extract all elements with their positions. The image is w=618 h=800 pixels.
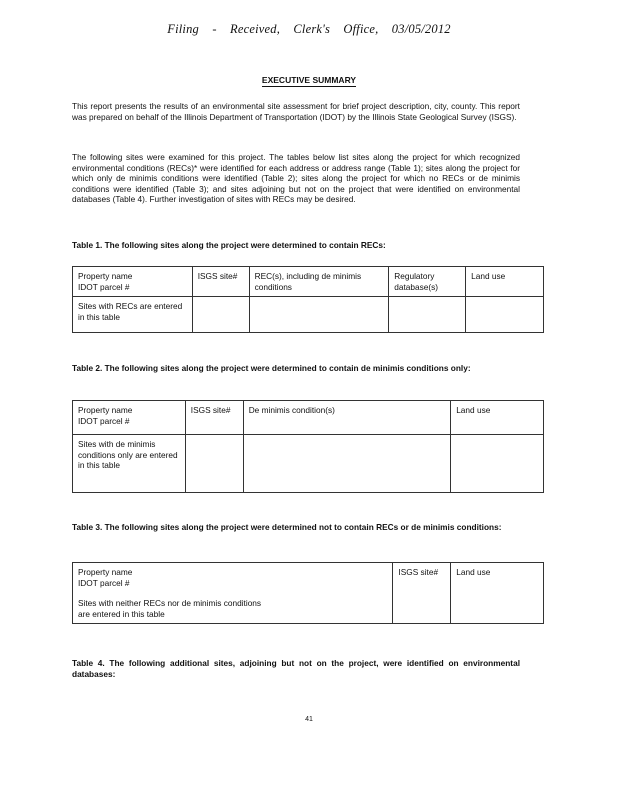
table-cell (185, 435, 243, 493)
table1-header-row (73, 267, 544, 297)
table3-row-note: Sites with neither RECs nor de minimis conditions are entered in this table (78, 598, 262, 619)
table1-row-note: Sites with RECs are entered in this table (73, 297, 193, 333)
page-number: 41 (305, 716, 313, 723)
table3-header-cell: Land use (451, 563, 544, 624)
table-cell (243, 435, 451, 493)
table-cell (466, 297, 544, 333)
executive-summary-title (0, 75, 618, 85)
table-row (73, 435, 544, 493)
table3-header-cell (73, 563, 393, 624)
table1-header-cell: Property name IDOT parcel # (73, 267, 193, 297)
table3-header-row (73, 563, 544, 624)
table2-header-cell: ISGS site# (185, 401, 243, 435)
table1-header-cell: Land use (466, 267, 544, 297)
table2-row-note: Sites with de minimis conditions only are entered in this table (73, 435, 186, 493)
intro-paragraph: This report presents the results of an environmental site assessment for brief project description, city, county. This report was prepared on behalf of the Illinois Department of Transportation (IDOT) by the Illinois State Geological Survey (ISGS). (72, 101, 520, 122)
executive-summary-title-text: EXECUTIVE SUMMARY (261, 75, 357, 85)
sites-paragraph: The following sites were examined for this project. The tables below list sites along the project for which recognized environmental conditions (RECs)* were identified for each address or address range (Table 1); sites along the project for which only de minimis conditions were identified (Table 2); sites along the project for which no RECs or de minimis conditions were identified (Table 3); and sites adjoining but not on the project that were identified on environmental databases (Table 4). Further investigation of sites with RECs may be desired. (72, 152, 520, 205)
table1-header-cell: REC(s), including de minimis conditions (249, 267, 389, 297)
table3-caption: Table 3. The following sites along the project were determined not to contain RECs or de minimis conditions: (72, 522, 502, 532)
table1-header-cell: Regulatory database(s) (389, 267, 466, 297)
filing-header: Filing - Received, Clerk's Office, 03/05/2012 (167, 22, 451, 36)
table3-header-cell: ISGS site# (393, 563, 451, 624)
table3 (72, 562, 544, 624)
table2-header-cell: Land use (451, 401, 544, 435)
table4-caption: Table 4. The following additional sites, adjoining but not on the project, were identified on environmental databases: (72, 658, 520, 679)
table2-header-cell: Property name IDOT parcel # (73, 401, 186, 435)
table-cell (249, 297, 389, 333)
table-cell (389, 297, 466, 333)
table2-header-cell: De minimis condition(s) (243, 401, 451, 435)
table1-header-cell: ISGS site# (192, 267, 249, 297)
table-row (73, 297, 544, 333)
table3-property-header: Property name IDOT parcel # (78, 567, 133, 588)
table2-caption: Table 2. The following sites along the project were determined to contain de minimis conditions only: (72, 363, 471, 373)
table2-header-row (73, 401, 544, 435)
table-cell (451, 435, 544, 493)
table-cell (192, 297, 249, 333)
table1-caption: Table 1. The following sites along the project were determined to contain RECs: (72, 240, 386, 250)
table2 (72, 400, 544, 493)
table1 (72, 266, 544, 333)
